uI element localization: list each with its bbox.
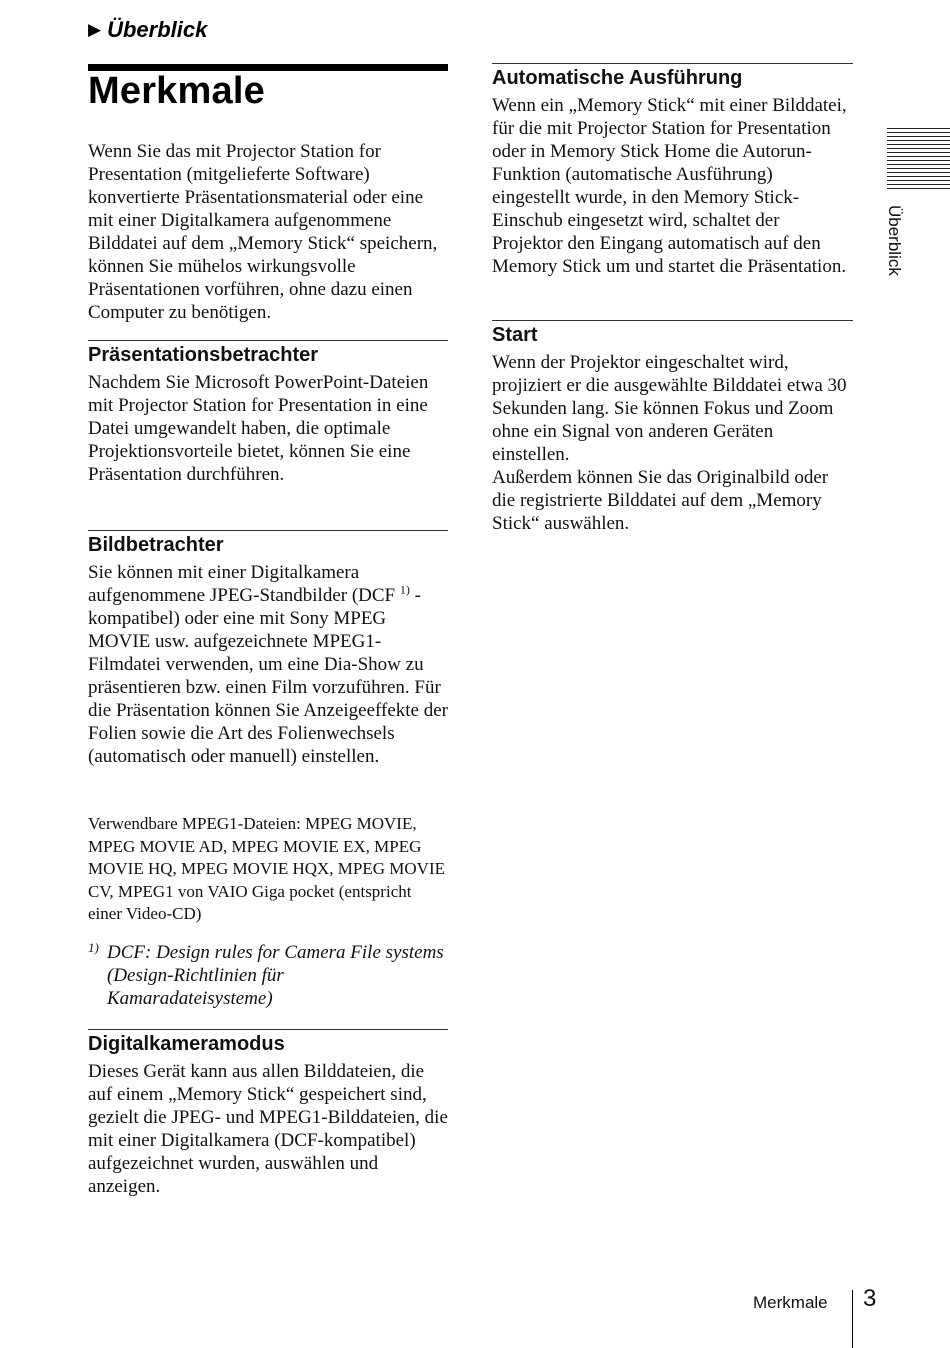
section-text: Außerdem können Sie das Originalbild oder die registrierte Bilddatei auf dem „Memory Stick“ auswählen. (492, 467, 829, 534)
side-tab-lines (887, 128, 950, 189)
footnote-ref: 1) (399, 582, 410, 597)
play-triangle-icon: ▶ (88, 20, 102, 39)
section-text: Nachdem Sie Microsoft PowerPoint-Dateien mit Projector Station for Presentation in eine Datei umgewandelt haben, die optimale Projektionsvorteile bietet, können Sie eine Präsentation durchführen. (88, 372, 429, 485)
section-bildbetrachter (88, 530, 448, 768)
section-heading: Start (492, 320, 853, 347)
text-part: Sie können mit einer Digitalkamera aufgenommene JPEG-Standbilder (DCF (88, 562, 400, 606)
section-automatische-ausfuehrung (492, 63, 853, 278)
page-title: Merkmale (88, 70, 265, 112)
section-tag (88, 17, 207, 43)
footnote-mark: 1) (88, 940, 99, 955)
section-heading: Bildbetrachter (88, 530, 448, 557)
footer-divider (852, 1290, 853, 1348)
mpeg-note: Verwendbare MPEG1-Dateien: MPEG MOVIE, MPEG MOVIE AD, MPEG MOVIE EX, MPEG MOVIE HQ, MPEG MOVIE HQX, MPEG MOVIE CV, MPEG1 von VAIO Giga pocket (entspricht einer Video-CD) (88, 814, 445, 923)
section-text (88, 561, 448, 768)
section-digitalkameramodus (88, 1029, 448, 1198)
section-start (492, 320, 853, 535)
footnote (88, 941, 448, 1010)
side-tab (887, 128, 950, 192)
side-tab-label: Überblick (885, 205, 904, 276)
section-text: Dieses Gerät kann aus allen Bilddateien, die auf einem „Memory Stick“ gespeichert sind, gezielt die JPEG- und MPEG1-Bilddateien, die mit einer Digitalkamera (DCF-kompatibel) aufgezeichnet wurden, auswählen und anzeigen. (88, 1061, 448, 1197)
footnote-text: DCF: Design rules for Camera File systems (Design-Richtlinien für Kamaradateisysteme) (107, 942, 444, 1009)
section-tag-label: Überblick (107, 17, 208, 42)
section-heading: Digitalkameramodus (88, 1029, 448, 1056)
section-praesentationsbetrachter (88, 340, 448, 486)
section-text: Wenn ein „Memory Stick“ mit einer Bilddatei, für die mit Projector Station for Presentation oder in Memory Stick Home die Autorun-Funktion (automatische Ausführung) eingestellt wurde, in den Memory Stick-Einschub eingesetzt wird, schaltet der Projektor den Eingang automatisch auf den Memory Stick um und startet die Präsentation. (492, 95, 847, 277)
section-heading: Präsentationsbetrachter (88, 340, 448, 367)
page-number: 3 (863, 1285, 877, 1312)
intro-paragraph: Wenn Sie das mit Projector Station for Presentation (mitgelieferte Software) konvertierte Präsentationsmaterial oder eine mit einer Digitalkamera aufgenommene Bilddatei auf dem „Memory Stick“ speichern, können Sie mühelos wirkungsvolle Präsentationen vorführen, ohne dazu einen Computer zu benötigen. (88, 141, 438, 323)
section-text: Wenn der Projektor eingeschaltet wird, projiziert er die ausgewählte Bilddatei etwa 30 Sekunden lang. Sie können Fokus und Zoom ohne ein Signal von anderen Geräten einstellen. (492, 352, 847, 465)
text-part: -kompatibel) oder eine mit Sony MPEG MOVIE usw. aufgezeichnete MPEG1-Filmdatei verwenden, um eine Dia-Show zu präsentieren bzw. einen Film vorzuführen. Für die Präsentation können Sie Anzeigeeffekte der Folien sowie die Art des Folienwechsels (automatisch oder manuell) einstellen. (88, 585, 448, 767)
section-heading: Automatische Ausführung (492, 63, 853, 90)
footer-label: Merkmale (753, 1293, 828, 1312)
